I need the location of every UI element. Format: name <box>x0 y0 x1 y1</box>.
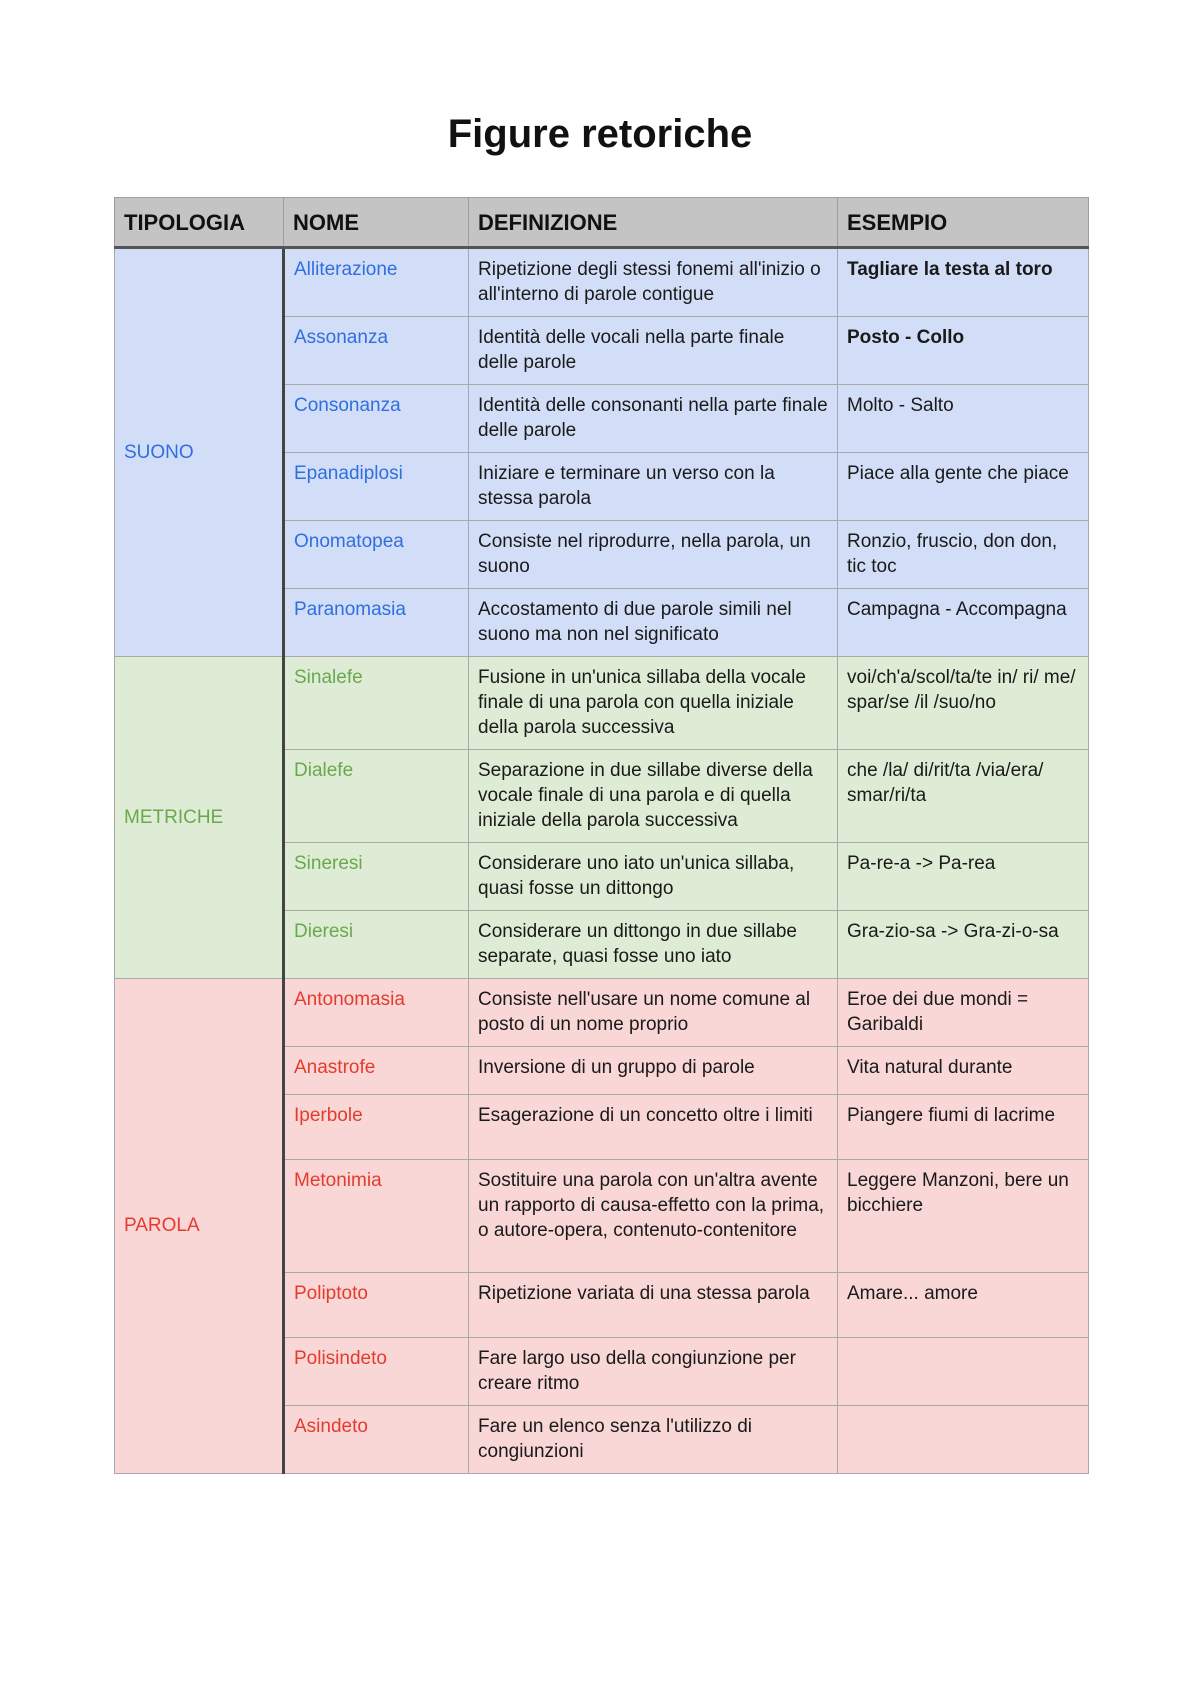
figure-example: Vita natural durante <box>838 1047 1089 1095</box>
figure-definition: Consiste nel riprodurre, nella parola, un suono <box>469 521 838 589</box>
figure-name: Asindeto <box>284 1406 469 1474</box>
figure-example: Gra-zio-sa -> Gra-zi-o-sa <box>838 911 1089 979</box>
figure-name: Iperbole <box>284 1095 469 1160</box>
rhetorical-figures-table <box>114 197 1089 1474</box>
figure-definition: Consiste nell'usare un nome comune al posto di un nome proprio <box>469 979 838 1047</box>
figure-name: Antonomasia <box>284 979 469 1047</box>
group-metriche <box>115 657 1089 979</box>
figure-name: Onomatopea <box>284 521 469 589</box>
group-suono <box>115 248 1089 657</box>
figure-example: che /la/ di/rit/ta /via/era/ smar/ri/ta <box>838 750 1089 843</box>
figure-example: Ronzio, fruscio, don don, tic toc <box>838 521 1089 589</box>
figure-definition: Fare largo uso della congiunzione per creare ritmo <box>469 1338 838 1406</box>
figure-name: Alliterazione <box>284 248 469 317</box>
figure-example: voi/ch'a/scol/ta/te in/ ri/ me/ spar/se /il /suo/no <box>838 657 1089 750</box>
page-title: Figure retoriche <box>447 112 753 156</box>
figure-name: Poliptoto <box>284 1273 469 1338</box>
figure-definition: Fusione in un'unica sillaba della vocale finale di una parola con quella iniziale della parola successiva <box>469 657 838 750</box>
figure-definition: Sostituire una parola con un'altra avente un rapporto di causa-effetto con la prima, o autore-opera, contenuto-contenitore <box>469 1160 838 1273</box>
header-row <box>115 198 1089 248</box>
figure-definition: Accostamento di due parole simili nel suono ma non nel significato <box>469 589 838 657</box>
figure-example <box>838 1338 1089 1406</box>
figure-name: Epanadiplosi <box>284 453 469 521</box>
type-cell-metriche: METRICHE <box>115 657 284 979</box>
figure-example: Pa-re-a -> Pa-rea <box>838 843 1089 911</box>
figure-definition: Considerare uno iato un'unica sillaba, quasi fosse un dittongo <box>469 843 838 911</box>
figure-definition: Fare un elenco senza l'utilizzo di congiunzioni <box>469 1406 838 1474</box>
type-cell-parola: PAROLA <box>115 979 284 1474</box>
figure-name: Anastrofe <box>284 1047 469 1095</box>
table-row <box>115 657 1089 750</box>
figure-example: Leggere Manzoni, bere un bicchiere <box>838 1160 1089 1273</box>
figure-name: Assonanza <box>284 317 469 385</box>
group-parola <box>115 979 1089 1474</box>
figure-definition: Identità delle consonanti nella parte finale delle parole <box>469 385 838 453</box>
figure-example: Piangere fiumi di lacrime <box>838 1095 1089 1160</box>
figure-example: Amare... amore <box>838 1273 1089 1338</box>
figure-example: Molto - Salto <box>838 385 1089 453</box>
figure-name: Polisindeto <box>284 1338 469 1406</box>
figure-definition: Ripetizione degli stessi fonemi all'inizio o all'interno di parole contigue <box>469 248 838 317</box>
figure-definition: Ripetizione variata di una stessa parola <box>469 1273 838 1338</box>
header-definizione: DEFINIZIONE <box>469 198 838 248</box>
table-row <box>115 979 1089 1047</box>
type-cell-suono: SUONO <box>115 248 284 657</box>
figure-definition: Iniziare e terminare un verso con la stessa parola <box>469 453 838 521</box>
header-nome: NOME <box>284 198 469 248</box>
figure-name: Dialefe <box>284 750 469 843</box>
figure-example: Campagna - Accompagna <box>838 589 1089 657</box>
figure-definition: Identità delle vocali nella parte finale delle parole <box>469 317 838 385</box>
figure-name: Consonanza <box>284 385 469 453</box>
figure-example: Posto - Collo <box>838 317 1089 385</box>
figure-example: Piace alla gente che piace <box>838 453 1089 521</box>
figure-example <box>838 1406 1089 1474</box>
figure-definition: Esagerazione di un concetto oltre i limiti <box>469 1095 838 1160</box>
figure-name: Dieresi <box>284 911 469 979</box>
header-esempio: ESEMPIO <box>838 198 1089 248</box>
figure-definition: Separazione in due sillabe diverse della vocale finale di una parola e di quella iniziale della parola successiva <box>469 750 838 843</box>
figure-name: Paranomasia <box>284 589 469 657</box>
figure-name: Metonimia <box>284 1160 469 1273</box>
table-row <box>115 248 1089 317</box>
figure-definition: Considerare un dittongo in due sillabe separate, quasi fosse uno iato <box>469 911 838 979</box>
figure-example: Tagliare la testa al toro <box>838 248 1089 317</box>
figure-definition: Inversione di un gruppo di parole <box>469 1047 838 1095</box>
header-tipologia: TIPOLOGIA <box>115 198 284 248</box>
figure-name: Sinalefe <box>284 657 469 750</box>
figure-example: Eroe dei due mondi = Garibaldi <box>838 979 1089 1047</box>
figure-name: Sineresi <box>284 843 469 911</box>
